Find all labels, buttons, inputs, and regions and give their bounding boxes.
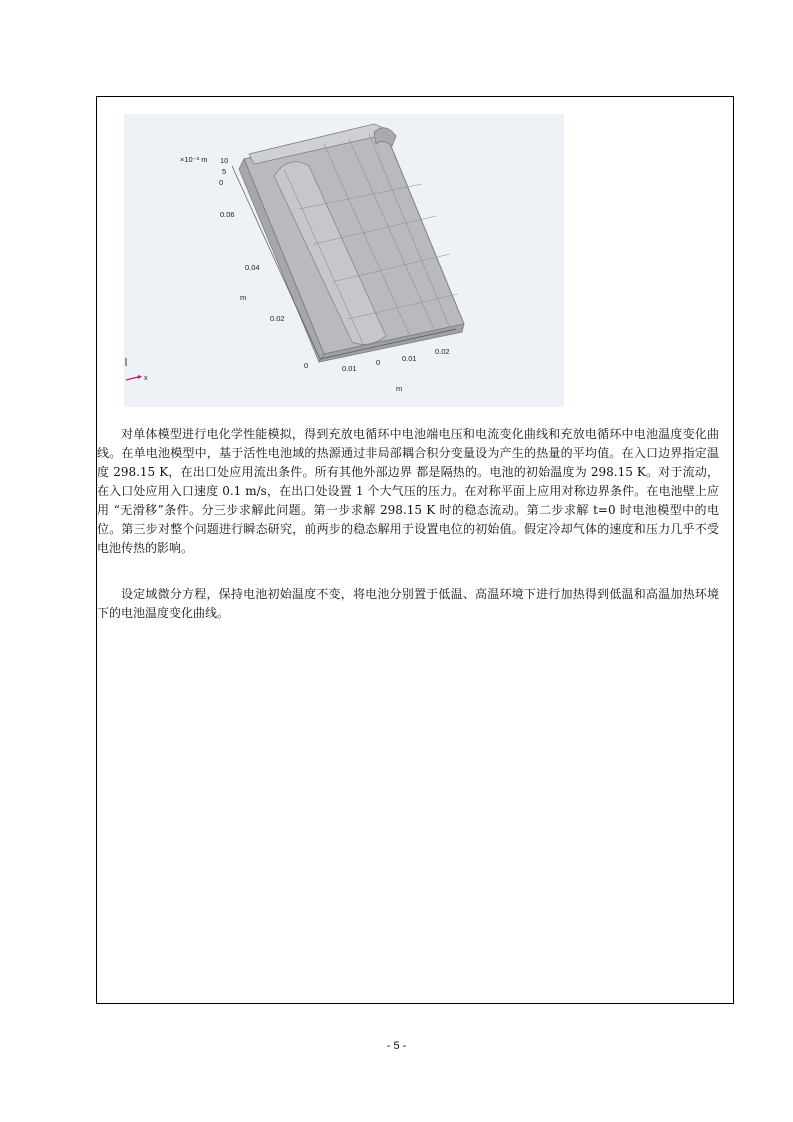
x-tick-label: 0.02: [435, 347, 450, 356]
battery-model-figure: [124, 114, 564, 407]
y-tick-label: 0.02: [270, 314, 285, 323]
triad-x-label: x: [144, 375, 148, 382]
x-tick-label: 0.01: [342, 364, 357, 373]
coordinate-triad: [126, 358, 148, 382]
x-tick-label: 0.01: [402, 354, 417, 363]
y-tick-label: 0.06: [220, 210, 235, 219]
y-unit-label: m: [240, 293, 247, 302]
z-tick-label: 10: [220, 156, 229, 165]
z-tick-label: 5: [222, 167, 227, 176]
paragraph-heating: 设定域微分方程，保持电池初始温度不变，将电池分别置于低温、高温环境下进行加热得到低温和高温加热环境下的电池温度变化曲线。: [97, 587, 719, 620]
axis-scale-label: ×10⁻³ m: [180, 155, 208, 164]
battery-3d-render: [124, 114, 564, 407]
y-tick-label: 0: [304, 361, 309, 370]
x-unit-label: m: [396, 384, 403, 393]
page-number: - 5 -: [386, 1040, 407, 1052]
x-tick-label: 0: [376, 358, 381, 367]
z-tick-label: 0: [219, 178, 224, 187]
paragraph-simulation: 对单体模型进行电化学性能模拟，得到充放电循环中电池端电压和电流变化曲线和充放电循环中电池温度变化曲线。在单电池模型中，基于活性电池域的热源通过非局部耦合积分变量设为产生的热量的平均值。在入口边界指定温度 298.15 K，在出口处应用流出条件。所有其他外部边界 都是隔热的。电池的初始温度为 298.15 K。对于流动，在入口处应用入口速度 0.1 m/s，在出口处设置 1 个大气压的压力。在对称平面上应用对称边界条件。在电池壁上应用 “无滑移”条件。分三步求解此问题。第一步求解 298.15 K 时的稳态流动。第二步求解 t=0 时电池模型中的电位。第三步对整个问题进行瞬态研究，前两步的稳态解用于设置电位的初始值。假定冷却气体的速度和压力几乎不受电池传热的影响。: [97, 427, 719, 555]
y-tick-label: 0.04: [245, 263, 260, 272]
